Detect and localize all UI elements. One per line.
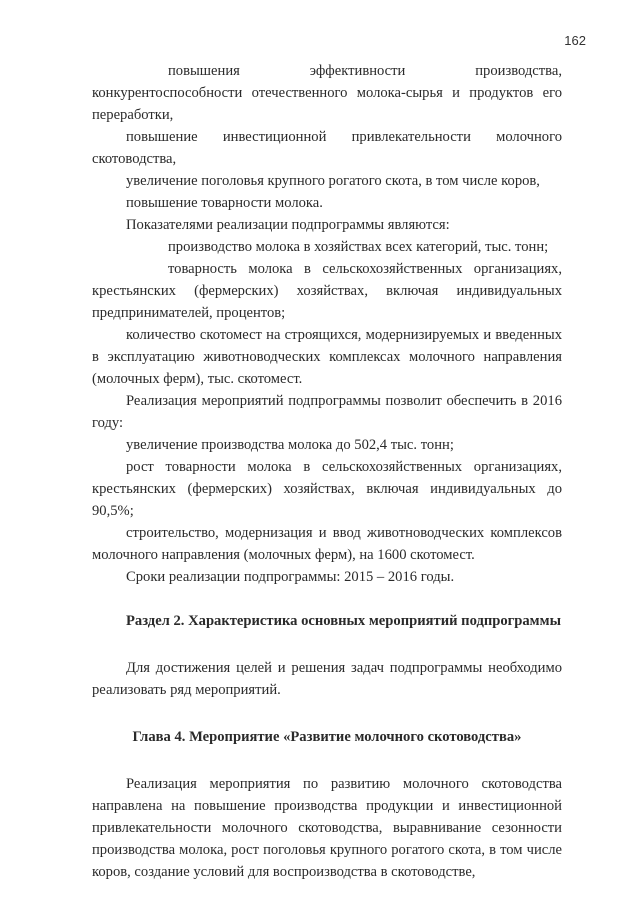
paragraph: повышение инвестиционной привлекательности молочного скотоводства,	[92, 129, 562, 167]
paragraph: производство молока в хозяйствах всех категорий, тыс. тонн;	[168, 239, 549, 255]
paragraph: Показателями реализации подпрограммы являются:	[126, 217, 450, 233]
paragraph: увеличение поголовья крупного рогатого скота, в том числе коров,	[126, 173, 540, 189]
page-number: 162	[564, 33, 586, 48]
paragraph: Реализация мероприятий подпрограммы позволит обеспечить в 2016 году:	[92, 393, 562, 431]
paragraph: повышения эффективности производства, конкурентоспособности отечественного молока-сырья и продуктов его переработки,	[92, 63, 562, 123]
section-heading: Раздел 2. Характеристика основных мероприятий подпрограммы	[126, 613, 561, 629]
chapter-text: Реализация мероприятия по развитию молочного скотоводства направлена на повышение производства продукции и инвестиционной привлекательности молочного скотоводства, выравнивание сезонности производства молока, рост поголовья крупного рогатого скота, в том числе коров, создание условий для воспроизводства в скотоводстве,	[92, 776, 562, 880]
paragraph: Сроки реализации подпрограммы: 2015 – 2016 годы.	[126, 569, 455, 585]
paragraph: рост товарности молока в сельскохозяйственных организациях, крестьянских (фермерских) хозяйствах, включая индивидуальных до 90,5%;	[92, 459, 562, 519]
paragraph: увеличение производства молока до 502,4 тыс. тонн;	[126, 437, 454, 453]
paragraph: повышение товарности молока.	[126, 195, 323, 211]
section-text: Для достижения целей и решения задач подпрограммы необходимо реализовать ряд мероприятий.	[92, 660, 562, 698]
paragraph: количество скотомест на строящихся, модернизируемых и введенных в эксплуатацию животноводческих комплексах молочного направления (молочных ферм), тыс. скотомест.	[92, 327, 562, 387]
paragraph: строительство, модернизация и ввод животноводческих комплексов молочного направления (молочных ферм), на 1600 скотомест.	[92, 525, 562, 563]
document-body	[92, 60, 562, 883]
chapter-heading: Глава 4. Мероприятие «Развитие молочного скотоводства»	[132, 729, 522, 745]
paragraph: товарность молока в сельскохозяйственных организациях, крестьянских (фермерских) хозяйствах, включая индивидуальных предпринимателей, процентов;	[92, 261, 562, 321]
